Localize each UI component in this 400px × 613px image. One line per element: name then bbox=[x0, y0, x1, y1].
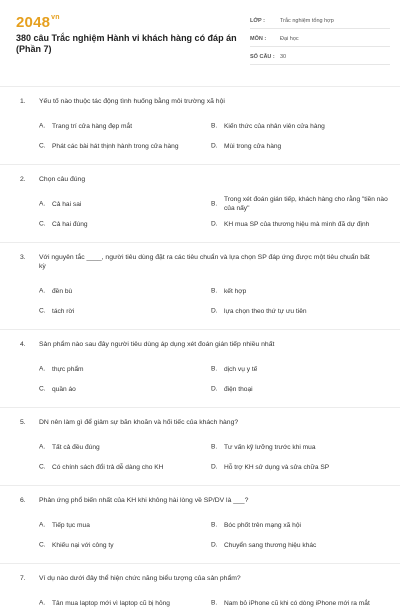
answer-row bbox=[0, 281, 400, 301]
answer-option[interactable] bbox=[0, 463, 224, 472]
option-text: Kiến thức của nhân viên cửa hàng bbox=[224, 122, 325, 130]
option-text: thực phẩm bbox=[52, 365, 84, 373]
answer-option[interactable] bbox=[211, 541, 394, 550]
option-letter: D. bbox=[211, 307, 218, 315]
answer-row bbox=[0, 535, 400, 555]
option-letter: D. bbox=[211, 541, 218, 549]
option-letter: B. bbox=[211, 365, 218, 373]
question-divider bbox=[0, 164, 400, 165]
question-number: 7. bbox=[20, 575, 26, 582]
answer-option[interactable] bbox=[0, 365, 224, 374]
answer-option[interactable] bbox=[0, 307, 224, 316]
answer-row bbox=[0, 136, 400, 156]
question-item bbox=[0, 242, 400, 321]
info-row bbox=[250, 50, 390, 65]
option-letter: A. bbox=[39, 287, 46, 295]
answer-row bbox=[0, 214, 400, 234]
info-value: Đại học bbox=[280, 36, 299, 42]
question-number: 4. bbox=[20, 341, 26, 348]
option-letter: A. bbox=[39, 200, 46, 208]
option-letter: C. bbox=[39, 385, 46, 393]
question-text: Chọn câu đúng bbox=[39, 176, 86, 183]
answer-option[interactable] bbox=[0, 443, 224, 452]
option-letter: D. bbox=[211, 385, 218, 393]
option-letter: A. bbox=[39, 365, 46, 373]
option-text: điện thoại bbox=[224, 385, 253, 393]
option-text: Trong xét đoán gián tiếp, khách hàng cho rằng "tiền nào của nấy" bbox=[224, 196, 388, 212]
info-panel bbox=[250, 14, 390, 68]
answer-option[interactable] bbox=[0, 142, 224, 151]
option-text: Cả hai đúng bbox=[52, 220, 88, 228]
option-text: dịch vụ y tế bbox=[224, 365, 258, 373]
question-stem bbox=[0, 175, 400, 184]
option-letter: C. bbox=[39, 142, 46, 150]
option-text: Cả hai sai bbox=[52, 200, 82, 208]
answer-option[interactable] bbox=[211, 220, 394, 229]
brand-suffix: vn bbox=[51, 14, 60, 21]
option-text: kết hợp bbox=[224, 287, 247, 295]
option-text: Tân mua laptop mới vì laptop cũ bị hỏng bbox=[52, 599, 170, 607]
answer-row bbox=[0, 593, 400, 613]
answer-option[interactable] bbox=[211, 463, 394, 472]
page-header bbox=[0, 0, 400, 86]
info-row bbox=[250, 14, 390, 29]
answer-option[interactable] bbox=[0, 541, 224, 550]
answer-option[interactable] bbox=[0, 521, 224, 530]
answer-row bbox=[0, 437, 400, 457]
option-letter: D. bbox=[211, 220, 218, 228]
question-item bbox=[0, 563, 400, 613]
option-text: Hỗ trợ KH sử dụng và sửa chữa SP bbox=[224, 463, 330, 471]
option-letter: C. bbox=[39, 307, 46, 315]
answer-options bbox=[0, 437, 400, 477]
question-stem bbox=[0, 253, 400, 271]
answer-row bbox=[0, 457, 400, 477]
option-text: Tất cả đều đúng bbox=[52, 443, 100, 451]
question-text: Ví dụ nào dưới đây thể hiện chức năng biểu tượng của sản phẩm? bbox=[39, 575, 241, 582]
answer-options bbox=[0, 359, 400, 399]
answer-option[interactable] bbox=[211, 385, 394, 394]
info-value: Trắc nghiệm tổng hợp bbox=[280, 18, 334, 24]
option-letter: A. bbox=[39, 443, 46, 451]
question-text: Yếu tố nào thuộc tác động tình huống bằng môi trường xã hội bbox=[39, 98, 225, 105]
answer-option[interactable] bbox=[211, 142, 394, 151]
question-divider bbox=[0, 242, 400, 243]
question-number: 3. bbox=[20, 254, 26, 261]
site-logo[interactable] bbox=[16, 14, 60, 31]
question-number: 6. bbox=[20, 497, 26, 504]
question-divider bbox=[0, 407, 400, 408]
answer-option[interactable] bbox=[0, 122, 224, 131]
answer-options bbox=[0, 194, 400, 234]
option-text: Mùi trong cửa hàng bbox=[224, 142, 282, 150]
option-text: Có chính sách đổi trả dễ dàng cho KH bbox=[52, 463, 164, 471]
option-letter: D. bbox=[211, 463, 218, 471]
option-text: KH mua SP của thương hiệu mà mình đã dự định bbox=[224, 220, 370, 228]
info-value: 30 bbox=[280, 54, 287, 60]
question-divider bbox=[0, 563, 400, 564]
option-letter: B. bbox=[211, 521, 218, 529]
info-label: SỐ CÂU : bbox=[250, 54, 275, 60]
option-text: Khiếu nại với công ty bbox=[52, 541, 114, 549]
question-stem bbox=[0, 340, 400, 349]
option-text: lựa chọn theo thứ tự ưu tiên bbox=[224, 307, 307, 315]
question-text: Với nguyên tắc ____, người tiêu dùng đặt ra các tiêu chuẩn và lựa chọn SP đáp ứng được một tiêu chuẩn bất kỳ bbox=[39, 254, 370, 270]
question-divider bbox=[0, 485, 400, 486]
question-stem bbox=[0, 418, 400, 427]
option-text: Nam bỏ iPhone cũ khi có dòng iPhone mới ra mắt bbox=[224, 599, 370, 607]
question-item bbox=[0, 329, 400, 399]
question-stem bbox=[0, 97, 400, 106]
answer-option[interactable] bbox=[0, 220, 224, 229]
option-text: Tư vấn kỹ lưỡng trước khi mua bbox=[224, 443, 316, 451]
answer-option[interactable] bbox=[211, 195, 394, 213]
answer-options bbox=[0, 116, 400, 156]
option-letter: B. bbox=[211, 287, 218, 295]
question-text: DN nên làm gì để giảm sự băn khoăn và hối tiếc của khách hàng? bbox=[39, 419, 239, 426]
option-letter: C. bbox=[39, 463, 46, 471]
answer-options bbox=[0, 281, 400, 321]
brand-name: 2048 bbox=[16, 14, 51, 31]
question-text: Sản phẩm nào sau đây người tiêu dùng áp dụng xét đoán gián tiếp nhiều nhất bbox=[39, 341, 275, 348]
answer-option[interactable] bbox=[211, 287, 394, 296]
question-item bbox=[0, 164, 400, 234]
answer-option[interactable] bbox=[211, 365, 394, 374]
question-divider bbox=[0, 86, 400, 87]
answer-options bbox=[0, 515, 400, 555]
question-item bbox=[0, 407, 400, 477]
question-list bbox=[0, 78, 400, 613]
option-text: đền bù bbox=[52, 287, 73, 295]
page-title: 380 câu Trắc nghiệm Hành vi khách hàng có đáp án (Phần 7) bbox=[16, 33, 237, 54]
option-text: Trang trí cửa hàng đẹp mắt bbox=[52, 122, 133, 130]
answer-option[interactable] bbox=[0, 287, 224, 296]
option-text: quần áo bbox=[52, 385, 76, 393]
question-divider bbox=[0, 329, 400, 330]
info-label: LỚP : bbox=[250, 18, 265, 24]
question-item bbox=[0, 485, 400, 555]
answer-row bbox=[0, 379, 400, 399]
question-number: 2. bbox=[20, 176, 26, 183]
option-text: Bóc phốt trên mạng xã hội bbox=[224, 521, 301, 529]
question-text: Phản ứng phổ biến nhất của KH khi không hài lòng về SP/DV là ___? bbox=[39, 497, 249, 504]
option-letter: A. bbox=[39, 599, 46, 607]
answer-option[interactable] bbox=[211, 307, 394, 316]
answer-option[interactable] bbox=[211, 521, 394, 530]
question-stem bbox=[0, 574, 400, 583]
answer-option[interactable] bbox=[211, 443, 394, 452]
answer-row bbox=[0, 359, 400, 379]
option-letter: B. bbox=[211, 443, 218, 451]
answer-row bbox=[0, 194, 400, 214]
info-row bbox=[250, 32, 390, 47]
question-number: 1. bbox=[20, 98, 26, 105]
question-item bbox=[0, 86, 400, 156]
answer-option[interactable] bbox=[211, 122, 394, 131]
option-text: Tiếp tục mua bbox=[52, 521, 90, 529]
option-letter: A. bbox=[39, 521, 46, 529]
option-letter: B. bbox=[211, 122, 218, 130]
option-text: Phát các bài hát thịnh hành trong cửa hàng bbox=[52, 142, 179, 150]
answer-option[interactable] bbox=[0, 385, 224, 394]
answer-options bbox=[0, 593, 400, 613]
answer-row bbox=[0, 116, 400, 136]
option-text: tách rời bbox=[52, 307, 75, 315]
option-letter: D. bbox=[211, 142, 218, 150]
option-letter: C. bbox=[39, 541, 46, 549]
option-letter: B. bbox=[211, 200, 218, 208]
option-letter: A. bbox=[39, 122, 46, 130]
info-label: MÔN : bbox=[250, 36, 267, 42]
option-letter: B. bbox=[211, 599, 218, 607]
answer-option[interactable] bbox=[0, 200, 224, 209]
option-letter: C. bbox=[39, 220, 46, 228]
answer-row bbox=[0, 515, 400, 535]
answer-row bbox=[0, 301, 400, 321]
option-text: Chuyển sang thương hiệu khác bbox=[224, 541, 317, 549]
question-stem bbox=[0, 496, 400, 505]
question-number: 5. bbox=[20, 419, 26, 426]
